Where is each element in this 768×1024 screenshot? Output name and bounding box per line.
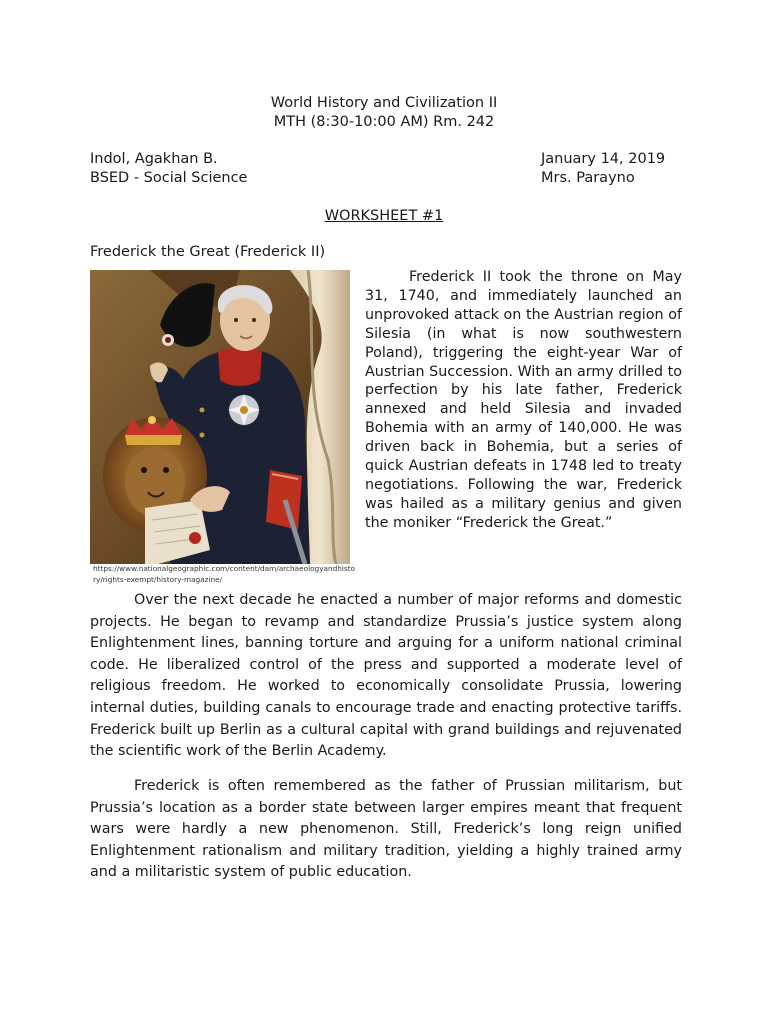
student-info (90, 150, 247, 188)
student-name: Indol, Agakhan B. (90, 151, 218, 167)
subject-heading: Frederick the Great (Frederick II) (90, 244, 326, 260)
course-header (0, 94, 768, 132)
intro-paragraph-text: Frederick II took the throne on May 31, 1740, and immediately launched an unprovoked attack on the Austrian region of Silesia (in what is now southwestern Poland), triggering the eight-year War of Austrian Succession. With an army drilled to perfection by his late father, Frederick annexed and held Silesia and invaded Bohemia with an army of 140,000. He was driven back in Bohemia, but a series of quick Austrian defeats in 1748 led to treaty negotiations. Following the war, Frederick was hailed as a military genius and given the moniker “Frederick the Great.” (365, 269, 682, 531)
worksheet-date: January 14, 2019 (541, 151, 666, 167)
reforms-paragraph (90, 590, 682, 763)
course-title: World History and Civilization II (270, 95, 498, 111)
legacy-paragraph (90, 776, 682, 884)
course-schedule: MTH (8:30-10:00 AM) Rm. 242 (273, 114, 495, 130)
frederick-portrait-image (90, 270, 350, 564)
image-credit-url: https://www.nationalgeographic.com/content/dam/archaeologyandhistory/rights-exempt/history-magazine/ (93, 564, 356, 584)
date-instructor-info (541, 150, 665, 188)
worksheet-title: WORKSHEET #1 (324, 208, 444, 224)
intro-paragraph (365, 268, 682, 533)
student-program: BSED - Social Science (90, 170, 248, 186)
instructor-name: Mrs. Parayno (541, 170, 635, 186)
legacy-paragraph-text: Frederick is often remembered as the father of Prussian militarism, but Prussia’s location as a border state between larger empires meant that frequent wars were hardly a new phenomenon. Still, Frederick’s long reign unified Enlightenment rationalism and military tradition, yielding a highly trained army and a militaristic system of public education. (90, 778, 682, 881)
reforms-paragraph-text: Over the next decade he enacted a number of major reforms and domestic projects. He began to revamp and standardize Prussia’s justice system along Enlightenment lines, banning torture and arguing for a uniform national criminal code. He liberalized control of the press and supported a moderate level of religious freedom. He worked to economically consolidate Prussia, lowering internal duties, building canals to encourage trade and enacting protective tariffs. Frederick built up Berlin as a cultural capital with grand buildings and rejuvenated the scientific work of the Berlin Academy. (90, 592, 682, 760)
